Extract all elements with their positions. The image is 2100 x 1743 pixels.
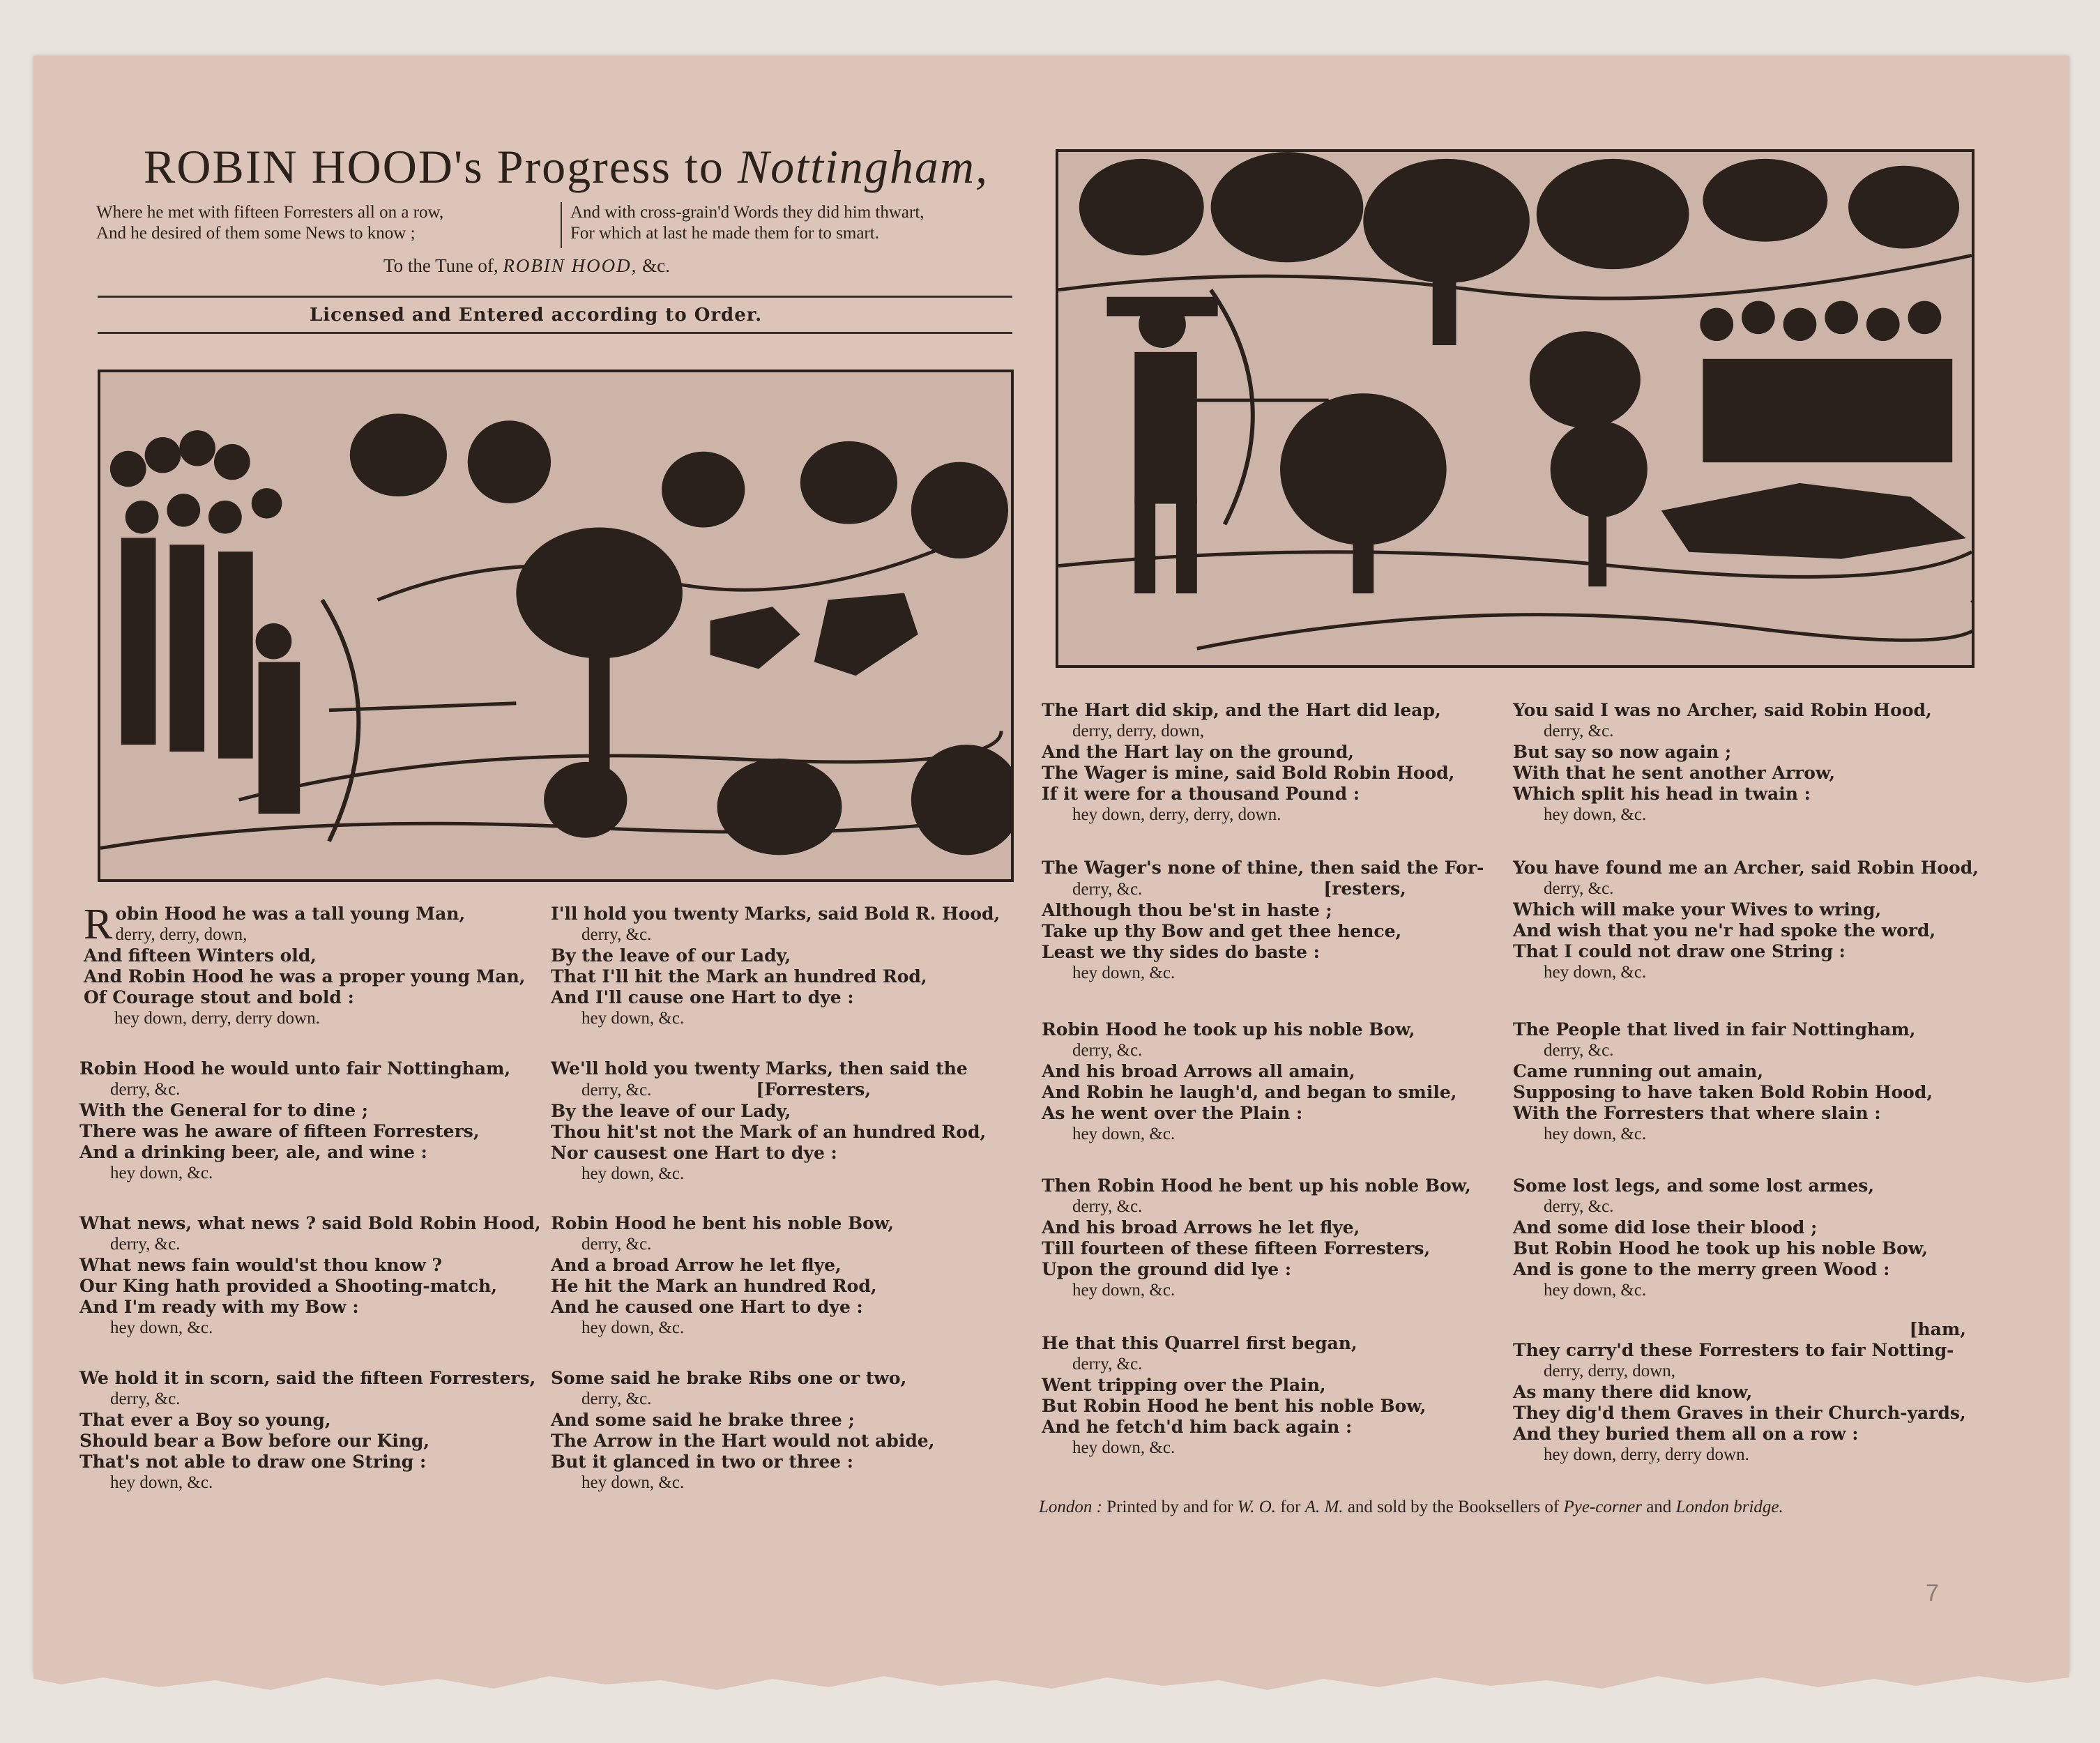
subtitle-divider bbox=[561, 202, 562, 248]
stanza-refrain: hey down, &c. bbox=[1072, 1438, 1175, 1457]
stanza-2 bbox=[79, 1058, 510, 1184]
stanza-refrain: derry, &c. bbox=[1072, 1197, 1143, 1216]
stanza-line: Robin Hood he took up his noble Bow, bbox=[1042, 1019, 1415, 1040]
stanza-line: And Robin Hood he was a proper young Man, bbox=[84, 966, 526, 987]
stanza-refrain: hey down, &c. bbox=[1072, 1125, 1175, 1143]
stanza-line: And his broad Arrows all amain, bbox=[1042, 1061, 1355, 1081]
subtitle-right-line-1: And with cross-grain'd Words they did him thwart, bbox=[570, 203, 925, 222]
stanza-line: Till fourteen of these fifteen Forresters, bbox=[1042, 1238, 1431, 1258]
stanza-refrain-text: derry, &c. bbox=[581, 1081, 652, 1099]
stanza-line: And the Hart lay on the ground, bbox=[1042, 742, 1355, 762]
stanza-line: That I could not draw one String : bbox=[1513, 941, 1846, 961]
stanza-line: And Robin he laugh'd, and began to smile, bbox=[1042, 1082, 1457, 1102]
stanza-refrain: hey down, &c. bbox=[1544, 1281, 1647, 1300]
imprint-part: and sold by the Booksellers of bbox=[1343, 1498, 1564, 1516]
stanza-line: And is gone to the merry green Wood : bbox=[1513, 1259, 1890, 1279]
stanza-17 bbox=[1513, 1175, 1928, 1301]
stanza-turnover: [ham, bbox=[1909, 1319, 1966, 1339]
subtitle-left-line-2: And he desired of them some News to know ; bbox=[96, 224, 416, 243]
stanza-refrain: derry, &c. bbox=[1544, 1041, 1614, 1060]
stanza-refrain: hey down, derry, derry down. bbox=[114, 1009, 320, 1028]
stanza-refrain: derry, &c. bbox=[110, 1390, 181, 1408]
stanza-line: And I'll cause one Hart to dye : bbox=[551, 987, 854, 1007]
tune-name: ROBIN HOOD, bbox=[503, 255, 638, 276]
tune-suffix: &c. bbox=[642, 255, 670, 276]
stanza-line: And a drinking beer, ale, and wine : bbox=[79, 1142, 427, 1162]
printer-imprint bbox=[1039, 1498, 1783, 1517]
stanza-line: He hit the Mark an hundred Rod, bbox=[551, 1276, 877, 1296]
stanza-line: The Wager is mine, said Bold Robin Hood, bbox=[1042, 763, 1455, 783]
stanza-refrain: derry, derry, down, bbox=[1544, 1362, 1676, 1380]
stanza-line: Then Robin Hood he bent up his noble Bow, bbox=[1042, 1175, 1471, 1196]
stanza-line: obin Hood he was a tall young Man, bbox=[115, 904, 466, 924]
torn-edge bbox=[33, 1673, 2069, 1701]
stanza-line: But Robin Hood he took up his noble Bow, bbox=[1513, 1238, 1928, 1258]
stanza-line: And some said he brake three ; bbox=[551, 1410, 855, 1430]
stanza-refrain: derry, &c. bbox=[581, 1390, 652, 1408]
imprint-printer: W. O. bbox=[1237, 1498, 1277, 1516]
stanza-line: And I'm ready with my Bow : bbox=[79, 1297, 359, 1317]
imprint-part: for bbox=[1276, 1498, 1305, 1516]
stanza-line: As he went over the Plain : bbox=[1042, 1103, 1303, 1123]
stanza-line: What news fain would'st thou know ? bbox=[79, 1255, 443, 1275]
stanza-refrain: hey down, &c. bbox=[1544, 1125, 1647, 1143]
stanza-refrain: hey down, &c. bbox=[110, 1318, 213, 1337]
stanza-16 bbox=[1513, 1019, 1933, 1145]
imprint-pye-corner: Pye-corner bbox=[1563, 1498, 1642, 1516]
subtitle-right-line-2: For which at last he made them for to smart. bbox=[570, 224, 879, 243]
licensed-notice: Licensed and Entered according to Order. bbox=[310, 305, 763, 326]
stanza-line: With that he sent another Arrow, bbox=[1513, 763, 1836, 783]
stanza-10 bbox=[1042, 858, 1484, 984]
stanza-line: Take up thy Bow and get thee hence, bbox=[1042, 921, 1402, 941]
stanza-refrain: derry, derry, down, bbox=[1072, 722, 1205, 740]
tune-prefix: To the Tune of, bbox=[383, 255, 499, 276]
stanza-refrain: derry, derry, down, bbox=[115, 925, 248, 944]
stanza-18 bbox=[1513, 1319, 1966, 1466]
imprint-london-bridge: London bridge. bbox=[1675, 1498, 1783, 1516]
stanza-1 bbox=[84, 901, 526, 1029]
stanza-line: The Wager's none of thine, then said the For- bbox=[1042, 858, 1484, 878]
woodcut-archer-and-deer bbox=[98, 370, 1014, 882]
stanza-12 bbox=[1042, 1175, 1471, 1301]
stanza-refrain: hey down, &c. bbox=[1072, 1281, 1175, 1300]
woodcut-right-image bbox=[1058, 152, 1972, 665]
subtitle-left bbox=[96, 202, 443, 244]
stanza-line: That ever a Boy so young, bbox=[79, 1410, 331, 1430]
drop-cap: R bbox=[84, 901, 113, 948]
stanza-15 bbox=[1513, 858, 1979, 983]
stanza-line: With the General for to dine ; bbox=[79, 1100, 369, 1120]
stanza-line: And a broad Arrow he let flye, bbox=[551, 1255, 842, 1275]
stanza-refrain: derry, &c. bbox=[110, 1080, 181, 1099]
stanza-refrain: hey down, derry, derry down. bbox=[1544, 1445, 1749, 1464]
stanza-line: The Hart did skip, and the Hart did leap, bbox=[1042, 700, 1441, 720]
stanza-line: We'll hold you twenty Marks, then said the bbox=[551, 1058, 968, 1079]
stanza-line: And some did lose their blood ; bbox=[1513, 1217, 1818, 1238]
stanza-14 bbox=[1513, 700, 1932, 825]
stanza-13 bbox=[1042, 1333, 1426, 1459]
stanza-line: Some said he brake Ribs one or two, bbox=[551, 1368, 907, 1388]
stanza-line: What news, what news ? said Bold Robin Hood, bbox=[79, 1213, 541, 1233]
stanza-line: Our King hath provided a Shooting-match, bbox=[79, 1276, 497, 1296]
stanza-refrain: derry, &c. bbox=[1544, 1197, 1614, 1216]
rule-lower bbox=[98, 332, 1012, 334]
stanza-line: But it glanced in two or three : bbox=[551, 1452, 853, 1472]
stanza-refrain: derry, &c. bbox=[1072, 1355, 1143, 1373]
stanza-refrain: hey down, &c. bbox=[581, 1009, 685, 1028]
stanza-refrain: hey down, &c. bbox=[581, 1318, 685, 1337]
stanza-8 bbox=[551, 1368, 934, 1493]
imprint-london: London : bbox=[1039, 1498, 1102, 1516]
stanza-refrain bbox=[551, 1079, 986, 1101]
stanza-refrain: derry, &c. bbox=[581, 1235, 652, 1254]
stanza-refrain: derry, &c. bbox=[1072, 1041, 1143, 1060]
stanza-refrain-text: derry, &c. bbox=[1072, 880, 1143, 899]
pencil-mark: 7 bbox=[1926, 1580, 1939, 1606]
stanza-refrain: hey down, &c. bbox=[1544, 805, 1647, 824]
imprint-part: Printed by and for bbox=[1102, 1498, 1238, 1516]
stanza-6 bbox=[551, 1058, 986, 1185]
subtitle-right bbox=[570, 202, 925, 244]
stanza-refrain: hey down, &c. bbox=[110, 1473, 213, 1492]
title-robin-hood: ROBIN HOOD bbox=[144, 140, 454, 193]
stanza-line: Went tripping over the Plain, bbox=[1042, 1375, 1326, 1395]
stanza-refrain: derry, &c. bbox=[110, 1235, 181, 1254]
stanza-line: Although thou be'st in haste ; bbox=[1042, 900, 1332, 920]
title-progress: Progress to bbox=[483, 140, 738, 193]
stanza-turnover: [Forresters, bbox=[756, 1079, 872, 1099]
stanza-refrain: hey down, &c. bbox=[110, 1164, 213, 1182]
imprint-publisher: A. M. bbox=[1304, 1498, 1344, 1516]
stanza-line: Came running out amain, bbox=[1513, 1061, 1764, 1081]
stanza-line: As many there did know, bbox=[1513, 1382, 1753, 1402]
title-possessive: 's bbox=[454, 140, 484, 193]
stanza-line: And fifteen Winters old, bbox=[84, 945, 317, 966]
stanza-line: We hold it in scorn, said the fifteen Forresters, bbox=[79, 1368, 536, 1388]
stanza-refrain: derry, &c. bbox=[1544, 879, 1614, 898]
stanza-line: They dig'd them Graves in their Church-yards, bbox=[1513, 1403, 1966, 1423]
stanza-line: And they buried them all on a row : bbox=[1513, 1424, 1859, 1444]
imprint-part: and bbox=[1641, 1498, 1676, 1516]
stanza-line: That I'll hit the Mark an hundred Rod, bbox=[551, 966, 927, 987]
stanza-refrain: derry, &c. bbox=[581, 925, 652, 944]
stanza-line: Nor causest one Hart to dye : bbox=[551, 1143, 837, 1163]
stanza-line: But say so now again ; bbox=[1513, 742, 1732, 762]
stanza-11 bbox=[1042, 1019, 1456, 1145]
stanza-line: The People that lived in fair Nottingham, bbox=[1513, 1019, 1916, 1040]
stanza-line: The Arrow in the Hart would not abide, bbox=[551, 1431, 935, 1451]
stanza-line: He that this Quarrel first began, bbox=[1042, 1333, 1357, 1353]
stanza-line: But Robin Hood he bent his noble Bow, bbox=[1042, 1396, 1426, 1416]
ballad-title bbox=[144, 139, 1043, 195]
stanza-refrain: hey down, &c. bbox=[1072, 964, 1175, 982]
stanza-line: You said I was no Archer, said Robin Hood, bbox=[1513, 700, 1932, 720]
stanza-line: And wish that you ne'r had spoke the word, bbox=[1513, 920, 1936, 941]
tune-line bbox=[383, 255, 670, 277]
stanza-line: Robin Hood he would unto fair Nottingham, bbox=[79, 1058, 511, 1079]
stanza-refrain: hey down, derry, derry, down. bbox=[1072, 805, 1281, 824]
stanza-line: They carry'd these Forresters to fair Notting- bbox=[1513, 1340, 1954, 1360]
stanza-line: Upon the ground did lye : bbox=[1042, 1259, 1292, 1279]
stanza-line: Robin Hood he bent his noble Bow, bbox=[551, 1213, 894, 1233]
stanza-line: I'll hold you twenty Marks, said Bold R. Hood, bbox=[551, 904, 1000, 924]
stanza-line: With the Forresters that where slain : bbox=[1513, 1103, 1881, 1123]
stanza-refrain: derry, &c. bbox=[1544, 722, 1614, 740]
stanza-9 bbox=[1042, 700, 1454, 825]
stanza-refrain: hey down, &c. bbox=[1544, 963, 1647, 982]
stanza-line: Which split his head in twain : bbox=[1513, 784, 1811, 804]
stanza-line: And he caused one Hart to dye : bbox=[551, 1297, 863, 1317]
woodcut-archer-and-forresters bbox=[1056, 149, 1975, 668]
woodcut-left-image bbox=[100, 372, 1011, 879]
stanza-line: Some lost legs, and some lost armes, bbox=[1513, 1175, 1875, 1196]
stanza-7 bbox=[551, 1213, 894, 1339]
stanza-line: Which will make your Wives to wring, bbox=[1513, 899, 1882, 920]
stanza-5 bbox=[551, 904, 1000, 1029]
stanza-line: Of Courage stout and bold : bbox=[84, 987, 354, 1007]
stanza-line: If it were for a thousand Pound : bbox=[1042, 784, 1360, 804]
stanza-line: Supposing to have taken Bold Robin Hood, bbox=[1513, 1082, 1933, 1102]
stanza-line: Thou hit'st not the Mark of an hundred Rod, bbox=[551, 1122, 987, 1142]
stanza-refrain bbox=[1042, 878, 1484, 900]
stanza-line: Should bear a Bow before our King, bbox=[79, 1431, 430, 1451]
stanza-line: You have found me an Archer, said Robin Hood, bbox=[1513, 858, 1979, 878]
stanza-line: By the leave of our Lady, bbox=[551, 1101, 791, 1121]
stanza-line: By the leave of our Lady, bbox=[551, 945, 791, 966]
stanza-refrain: hey down, &c. bbox=[581, 1473, 685, 1492]
stanza-line: Least we thy sides do baste : bbox=[1042, 942, 1320, 962]
stanza-line: And he fetch'd him back again : bbox=[1042, 1417, 1353, 1437]
title-place: Nottingham, bbox=[737, 140, 989, 193]
stanza-refrain: hey down, &c. bbox=[581, 1164, 685, 1183]
stanza-line: There was he aware of fifteen Forresters, bbox=[79, 1121, 480, 1141]
stanza-turnover: [resters, bbox=[1323, 878, 1406, 899]
stanza-line: And his broad Arrows he let flye, bbox=[1042, 1217, 1360, 1238]
rule-upper bbox=[98, 296, 1012, 298]
subtitle-left-line-1: Where he met with fifteen Forresters all on a row, bbox=[96, 203, 444, 222]
stanza-3 bbox=[79, 1213, 541, 1339]
stanza-line: That's not able to draw one String : bbox=[79, 1452, 427, 1472]
stanza-4 bbox=[79, 1368, 535, 1493]
